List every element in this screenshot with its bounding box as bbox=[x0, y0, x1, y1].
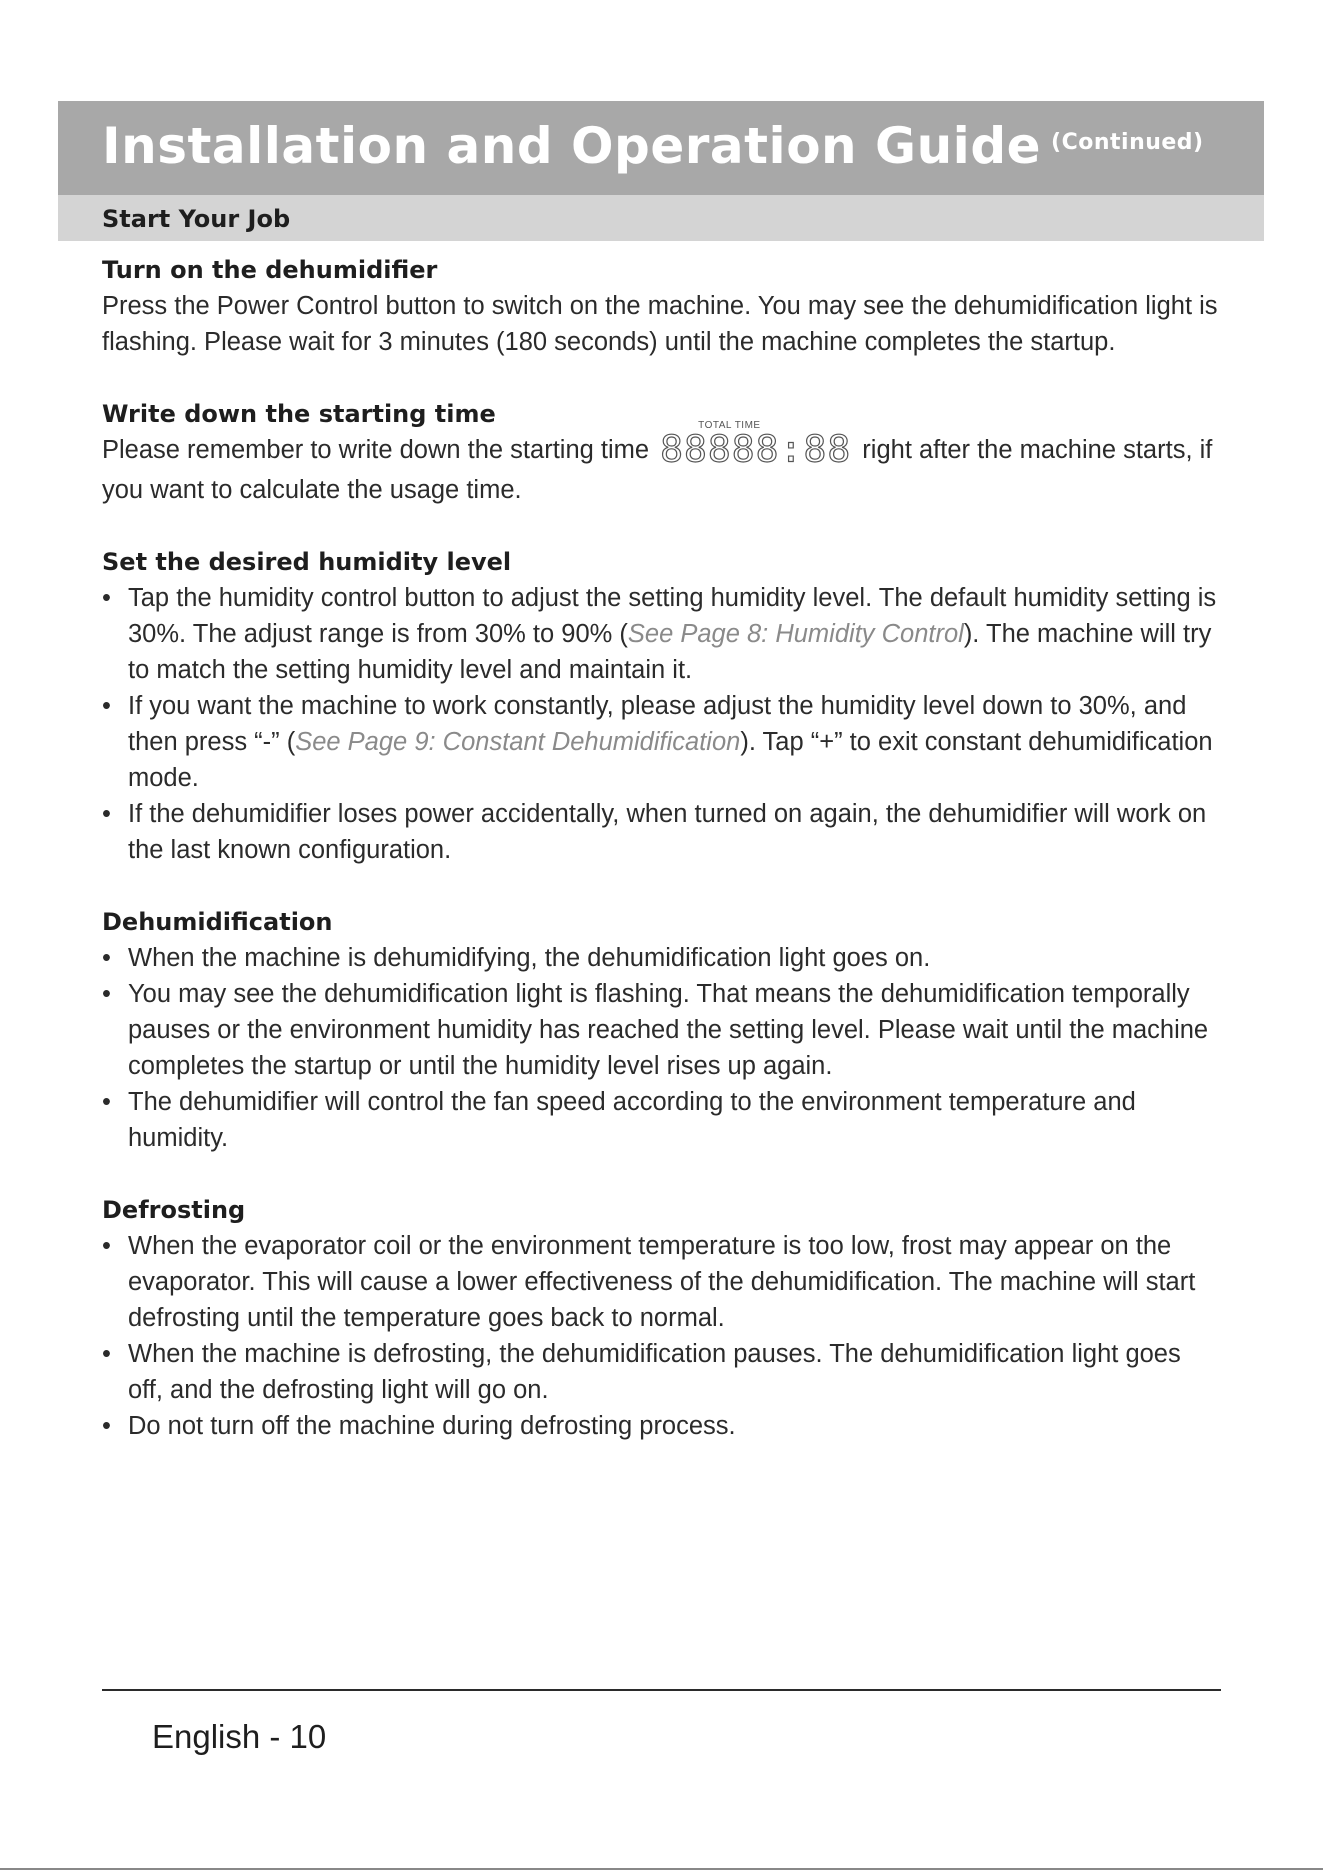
turn-on-section bbox=[102, 252, 1222, 360]
page-reference: See Page 9: Constant Dehumidification bbox=[295, 728, 741, 756]
dehumidification-section bbox=[102, 904, 1222, 1156]
header-bar bbox=[58, 101, 1264, 195]
page-number: English - 10 bbox=[152, 1718, 327, 1755]
starting-time-heading: Write down the starting time bbox=[102, 400, 496, 428]
footer-divider bbox=[102, 1689, 1221, 1691]
total-time-label: TOTAL TIME bbox=[698, 420, 761, 431]
section-title: Start Your Job bbox=[102, 205, 291, 233]
starting-time-text bbox=[102, 420, 1222, 508]
list-item: • Do not turn off the machine during defrosting process. bbox=[102, 1408, 1222, 1444]
list-item: • If you want the machine to work constantly, please adjust the humidity level down to 30%, and then press “-” (See Page 9: Constant Dehumidification). Tap “+” to exit constant dehumidification mode. bbox=[102, 688, 1222, 796]
continued-label: (Continued) bbox=[1051, 130, 1204, 155]
turn-on-heading: Turn on the dehumidifier bbox=[102, 256, 438, 284]
starting-time-text-before: Please remember to write down the starting time bbox=[102, 436, 650, 464]
starting-time-text-after: right after the machine starts, if you want to calculate the usage time. bbox=[102, 436, 1213, 504]
bottom-edge-line bbox=[0, 1868, 1323, 1870]
page-reference: See Page 8: Humidity Control bbox=[627, 620, 964, 648]
lcd-digits: 88888:88 bbox=[660, 428, 852, 470]
list-item: • You may see the dehumidification light is flashing. That means the dehumidification temporally pauses or the environment humidity has reached the setting level. Please wait until the machine completes the startup or until the humidity level rises up again. bbox=[102, 976, 1222, 1084]
total-time-display-icon bbox=[660, 420, 852, 472]
list-item: • Tap the humidity control button to adjust the setting humidity level. The default humidity setting is 30%. The adjust range is from 30% to 90% (See Page 8: Humidity Control). The machine will try to match the setting humidity level and maintain it. bbox=[102, 580, 1222, 688]
humidity-section bbox=[102, 544, 1222, 868]
defrosting-list bbox=[102, 1228, 1222, 1444]
content bbox=[102, 252, 1222, 1480]
section-bar bbox=[58, 195, 1264, 241]
defrosting-section bbox=[102, 1192, 1222, 1444]
list-item: • When the evaporator coil or the environment temperature is too low, frost may appear on the evaporator. This will cause a lower effectiveness of the dehumidification. The machine will start defrosting until the temperature goes back to normal. bbox=[102, 1228, 1222, 1336]
page-title: Installation and Operation Guide $^{(Continued)}$ bbox=[102, 117, 1204, 175]
list-item: • If the dehumidifier loses power accidentally, when turned on again, the dehumidifier will work on the last known configuration. bbox=[102, 796, 1222, 868]
humidity-heading: Set the desired humidity level bbox=[102, 548, 512, 576]
list-item: • When the machine is defrosting, the dehumidification pauses. The dehumidification light goes off, and the defrosting light will go on. bbox=[102, 1336, 1222, 1408]
list-item: • The dehumidifier will control the fan speed according to the environment temperature and humidity. bbox=[102, 1084, 1222, 1156]
defrosting-heading: Defrosting bbox=[102, 1196, 246, 1224]
starting-time-section bbox=[102, 396, 1222, 508]
dehumidification-list bbox=[102, 940, 1222, 1156]
list-item: • When the machine is dehumidifying, the dehumidification light goes on. bbox=[102, 940, 1222, 976]
turn-on-text: Press the Power Control button to switch on the machine. You may see the dehumidification light is flashing. Please wait for 3 minutes (180 seconds) until the machine completes the startup. bbox=[102, 292, 1218, 356]
humidity-list bbox=[102, 580, 1222, 868]
dehumidification-heading: Dehumidification bbox=[102, 908, 333, 936]
